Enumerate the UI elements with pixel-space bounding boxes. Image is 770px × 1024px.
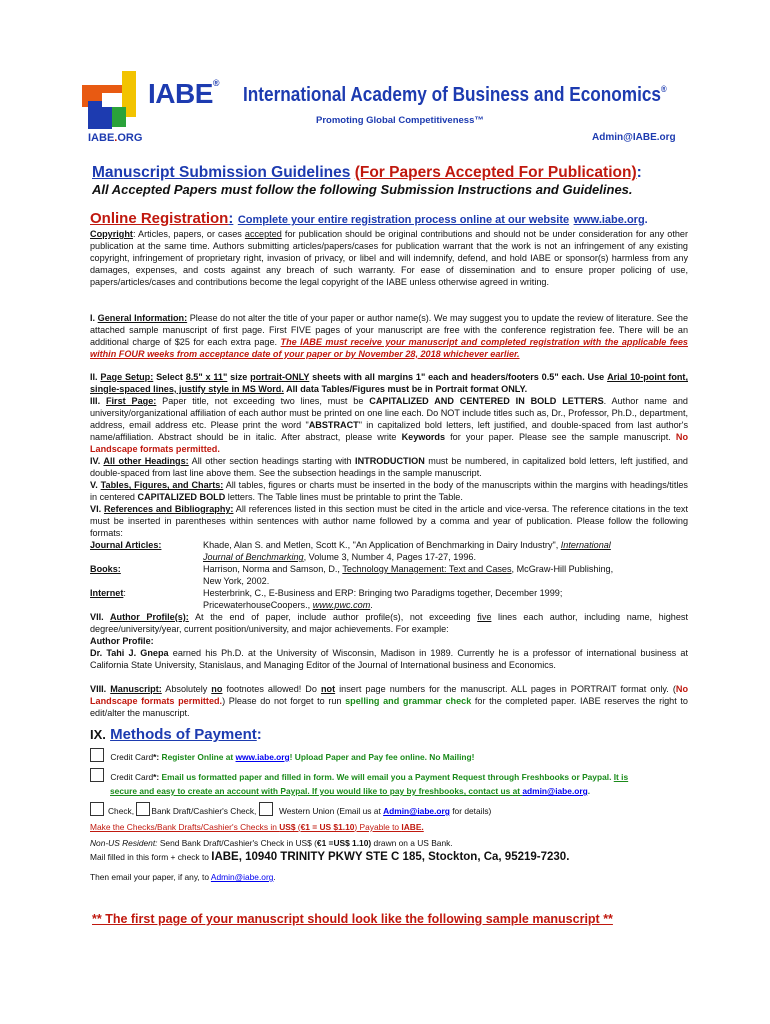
payment-option-email-cont: secure and easy to create an account with Paypal. If you would like to pay by freshbooks, contact us at admin@iabe.org.: [110, 786, 591, 796]
section-author-profile: VII. Author Profile(s): At the end of paper, include author profile(s), not exceeding five lines each author, including name, highest degree/university/year, current position/university, and major achievements. For example: Author Profile: Dr. Tahi J. Gnepa earned his Ph.D. at the University of Wisconsin, Madison in 1989. Currently he is a professor of international business at California State University, Stanislaus, and Managing Editor of the Journal of International business and Economics.: [90, 612, 688, 670]
western-email-link[interactable]: Admin@iabe.org: [383, 806, 450, 816]
ref-internet-line-2: PricewaterhouseCoopers., www.pwc.com.: [203, 600, 373, 610]
website-link[interactable]: www.iabe.org: [573, 214, 645, 226]
checkbox-western-union[interactable]: [259, 802, 273, 816]
header-email[interactable]: Admin@IABE.org: [592, 132, 676, 143]
copyright-section: Copyright: Articles, papers, or cases accepted for publication should be original contributions and should not be under consideration for any other publication at the same time. Authors submitting articles/papers/cases for publication warrant that the work is not an infringement of any existing copyright, infringement of proprietary right, invasion of privacy, or libel and will indemnify, defend, and hold IABE or sponsor(s) harmless from any damages, expenses, and costs against any breach of such warranty. For ease of dissemination and to ensure proper policing of use, papers/articles/cases and contributions become the legal copyright of the IABE unless otherwise agreed in writing.: [90, 229, 688, 287]
page-subtitle: All Accepted Papers must follow the following Submission Instructions and Guidelines.: [92, 182, 633, 197]
checkbox-credit-email[interactable]: [90, 768, 104, 782]
page-title: Manuscript Submission Guidelines (For Papers Accepted For Publication):: [92, 164, 642, 181]
payment-option-online: Credit Card*: Register Online at www.iabe.org! Upload Paper and Pay fee online. No Mailing!: [90, 748, 474, 763]
admin-email-link[interactable]: admin@iabe.org: [522, 786, 588, 796]
section-page-setup: II. Page Setup: Select 8.5" x 11" size portrait-ONLY sheets with all margins 1" each and headers/footers 0.5" each. Use Arial 10-point font, single-spaced lines, justify style in MS Word. All data Tables/Figures must be in Portrait format ONLY.: [90, 372, 688, 394]
ref-internet-line-1: Internet: Hesterbrink, C., E-Business and ERP: Bringing two Paradigms together, December 1999;: [90, 588, 563, 598]
site-name: IABE.ORG: [88, 132, 143, 144]
payment-non-us: Non-US Resident: Send Bank Draft/Cashier's Check in US$ (€1 =US$ 1.10) drawn on a US Bank.: [90, 838, 453, 848]
ref-journal-line-2: Journal of Benchmarking, Volume 3, Number 4, Pages 17-27, 1996.: [203, 552, 476, 562]
sample-manuscript-note: ** The first page of your manuscript should look like the following sample manuscript **: [92, 912, 613, 926]
online-registration: Online Registration: Complete your entire registration process online at our website www.iabe.org.: [90, 210, 648, 227]
section-manuscript: VIII. Manuscript: Absolutely no footnotes allowed! Do not insert page numbers for the manuscript. ALL pages in PORTRAIT format only. (No Landscape formats permitted.) Please do not forget to run spelling and grammar check for the completed paper. IABE reserves the right to edit/alter the manuscript.: [90, 684, 689, 718]
payment-option-email: Credit Card*: Email us formatted paper and filled in form. We will email you a Payment Request through Freshbooks or Paypal. It is: [90, 768, 628, 783]
section-tables-figures: V. Tables, Figures, and Charts: All tables, figures or charts must be inserted in the body of the manuscripts within the margins with headings/titles in centered CAPITALIZED BOLD letters. The Table lines must be printable to print the Table.: [90, 480, 688, 502]
section-general-information: I. General Information: Please do not alter the title of your paper or author name(s). We may suggest you to update the review of literature. See the attached sample manuscript of first page. First FIVE pages of your manuscript are free with the conference registration fee. There will be an additional charge of $25 for each extra page. The IABE must receive your manuscript and completed registration with the applicable fees within FOUR weeks from acceptance date of your paper or by November 28, 2018 whichever earlier.: [90, 313, 688, 359]
ref-books-line-2: New York, 2002.: [203, 576, 270, 586]
section-references: VI. References and Bibliography: All references listed in this section must be cited in the article and vice-versa. The reference citations in the text must be inserted in parentheses within sentences with author name followed by a comma and year of publication. Please follow the following formats:: [90, 504, 688, 538]
checkbox-bank-draft[interactable]: [136, 802, 150, 816]
section-other-headings: IV. All other Headings: All other section headings starting with INTRODUCTION must be numbered, in capitalized bold letters, left justified, and double-spaced from last line above them. See the subsection headings in the sample manuscript.: [90, 456, 688, 478]
checkbox-check[interactable]: [90, 802, 104, 816]
payment-mail-address: Mail filled in this form + check to IABE, 10940 TRINITY PKWY STE C 185, Stockton, Ca, 95219-7230.: [90, 851, 570, 863]
brand-name: IABE®: [148, 78, 220, 109]
tagline: Promoting Global Competitiveness™: [316, 115, 484, 126]
ref-books-line-1: Books: Harrison, Norma and Samson, D., Technology Management: Text and Cases, McGraw-Hill Publishing,: [90, 564, 614, 574]
payment-checks-note: Make the Checks/Bank Drafts/Cashier's Checks in US$ (€1 = US $1.10) Payable to IABE.: [90, 822, 424, 832]
ref-journal-line-1: Journal Articles: Khade, Alan S. and Metlen, Scott K., "An Application of Benchmarking in Dairy Industry", International: [90, 540, 611, 550]
brand-full-name: International Academy of Business and Economics®: [243, 84, 667, 106]
checkbox-credit-online[interactable]: [90, 748, 104, 762]
section-first-page: III. First Page: Paper title, not exceeding two lines, must be CAPITALIZED AND CENTERED IN BOLD LETTERS. Author name and university/organizational affiliation of each author must be printed on one line each. Do NOT include titles such as, Dr., Professor, Ph.D., department, address, email address etc. Please print the word "ABSTRACT" in capitalized bold letters, left justified, and double-spaced from last author's name/affiliation. Abstract should be in italic. After abstract, please write Keywords for your paper. Please see the sample manuscript. No Landscape formats permitted.: [90, 396, 688, 454]
payment-email-paper: Then email your paper, if any, to Admin@iabe.org.: [90, 872, 276, 882]
iabe-website-link[interactable]: www.iabe.org: [235, 752, 290, 762]
iabe-logo: [82, 71, 140, 131]
admin-email-link-2[interactable]: Admin@iabe.org: [210, 872, 274, 882]
payment-heading: IX. Methods of Payment:: [90, 726, 262, 743]
payment-option-check: Check, Bank Draft/Cashier's Check, Western Union (Email us at Admin@iabe.org for details): [90, 802, 491, 817]
